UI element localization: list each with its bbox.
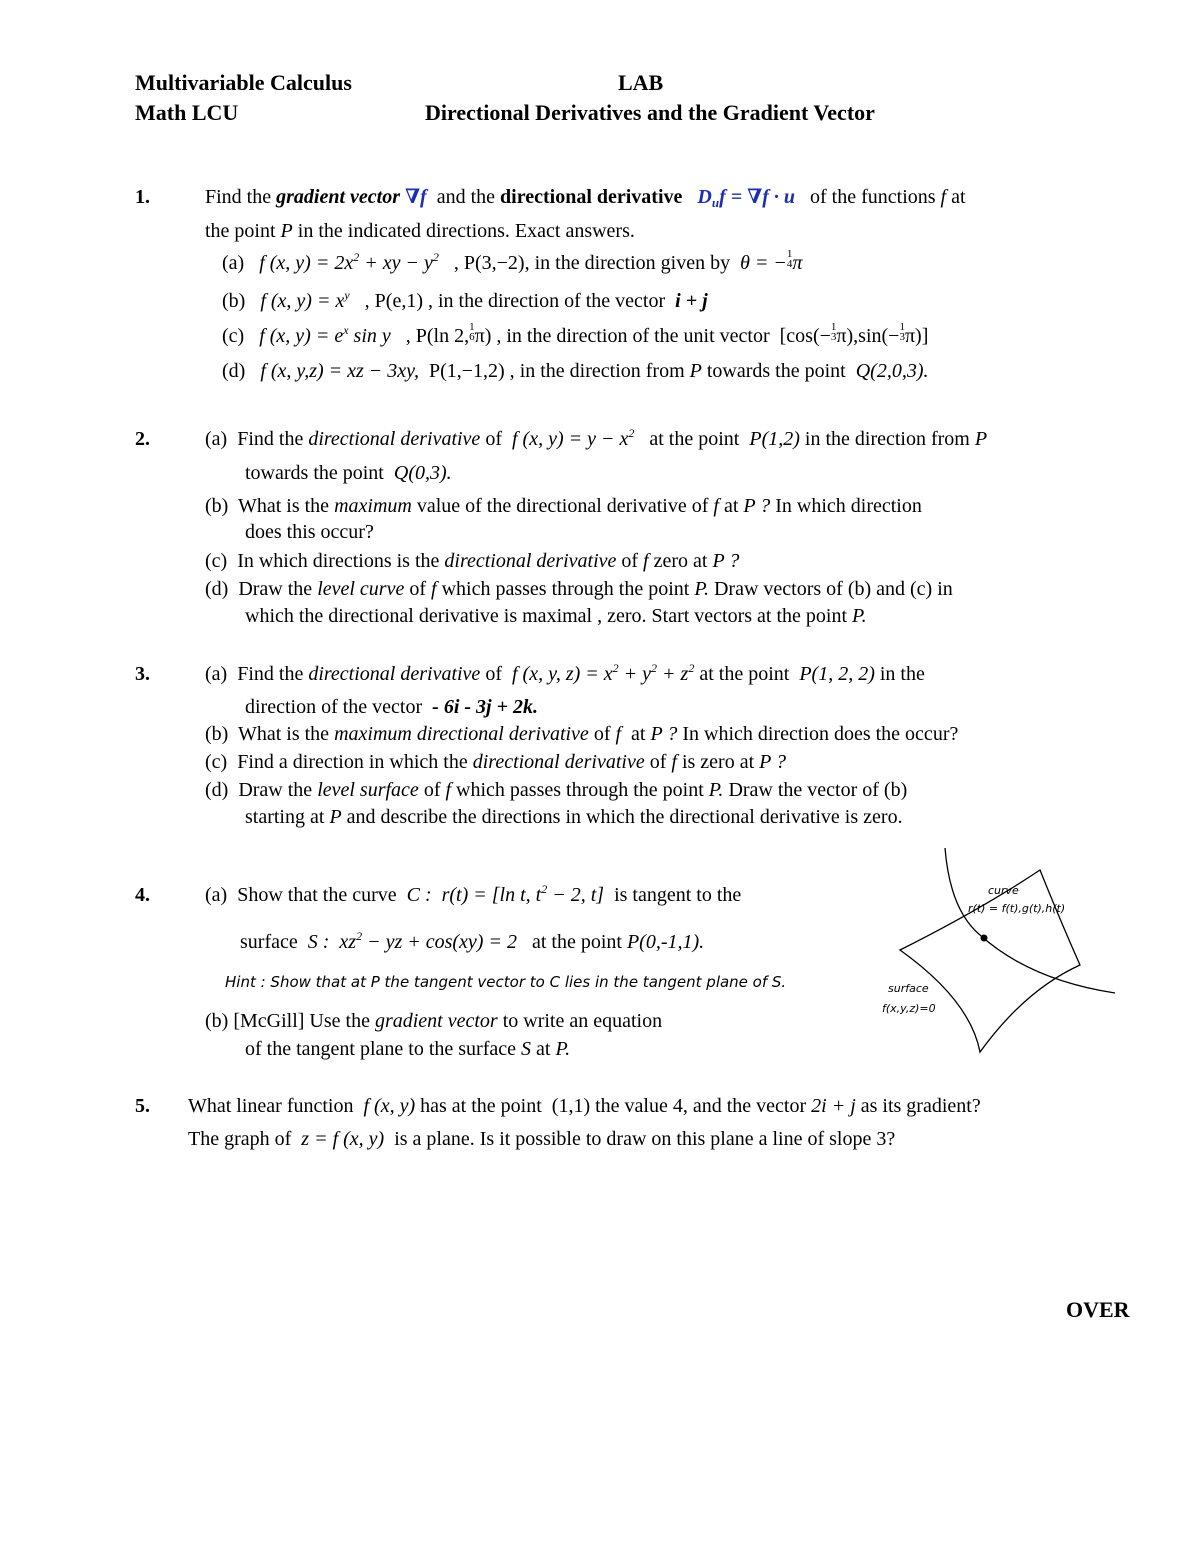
q5-line1: What linear function f (x, y) has at the point (1,1) the value 4, and the vector 2i + j as its gradient? [188, 1095, 981, 1117]
q5-number: 5. [135, 1095, 150, 1117]
q2-part-b-line2: does this occur? [245, 521, 374, 543]
q1-part-d: (d) f (x, y,z) = xz − 3xy, P(1,−1,2) , in the direction from P towards the point Q(2,0,3). [222, 360, 929, 382]
space-curve [945, 848, 1115, 993]
point-P-marker [981, 935, 988, 942]
q3-part-b: (b) What is the maximum directional derivative of f at P ? In which direction does the occur? [205, 723, 959, 745]
q2-part-c: (c) In which directions is the directional derivative of f zero at P ? [205, 550, 740, 572]
course-title: Multivariable Calculus [135, 70, 352, 95]
q1-line2: the point P in the indicated directions. Exact answers. [205, 220, 635, 242]
q2-number: 2. [135, 428, 150, 450]
fig-eq-label: f(x,y,z)=0 [882, 1002, 936, 1015]
q3-part-d-line2: starting at P and describe the directions in which the directional derivative is zero. [245, 806, 903, 828]
q1-part-c: (c) f (x, $y) = e^x$ sin y , P(ln 2,1 6π) , in the direction of the unit vector [cos(−1 3π),sin(−1 3π)] [222, 321, 929, 347]
dept-label: Math LCU [135, 100, 239, 125]
q4-part-a-line2: surface S : $xz^2$ − yz + cos(xy) = 2 at the point P(0,-1,1). [240, 929, 705, 953]
surface-patch [900, 870, 1080, 1052]
q2-part-b-line1: (b) What is the maximum value of the directional derivative of f at P ? In which direction [205, 495, 922, 517]
q3-number: 3. [135, 663, 150, 685]
lab-label: LAB [618, 70, 664, 95]
q3-part-a-line2: direction of the vector - 6i - 3j + 2k. [245, 696, 538, 718]
q5-line2: The graph of z = f (x, y) is a plane. Is it possible to draw on this plane a line of slope 3? [188, 1128, 896, 1150]
q4-part-a-line1: (a) Show that the curve C : r(t) = [ln t, $t^2 - 2$, t] is tangent to the [205, 882, 742, 906]
q2-part-a-line1: (a) Find the directional derivative of f (x, $y) = y - x^2$ at the point P(1,2) in the direction from P [205, 426, 988, 450]
q2-part-a-line2: towards the point Q(0,3). [245, 462, 452, 484]
q3-part-c: (c) Find a direction in which the directional derivative of f is zero at P ? [205, 751, 786, 773]
q4-hint: Hint : Show that at P the tangent vector to C lies in the tangent plane of S. [225, 973, 787, 991]
over-label: OVER [1066, 1297, 1130, 1322]
q1-number: 1. [135, 186, 150, 208]
fig-surface-label: surface [888, 982, 929, 995]
fig-curve-label: curve [988, 884, 1019, 897]
q4-number: 4. [135, 884, 150, 906]
q2-part-d-line2: which the directional derivative is maximal , zero. Start vectors at the point P. [245, 605, 867, 627]
q4-part-b-line2: of the tangent plane to the surface S at P. [245, 1038, 571, 1060]
surface-curve-figure [860, 840, 1130, 1060]
topic-title: Directional Derivatives and the Gradient Vector [425, 100, 875, 125]
q1-line1: Find the gradient vector ∇f and the directional derivative $D_uf = \nabla f \cdot u$ of the functions f at [205, 186, 966, 210]
q3-part-d-line1: (d) Draw the level surface of f which passes through the point P. Draw the vector of (b) [205, 779, 908, 801]
fig-r-label: r(t) = f(t),g(t),h(t) [968, 902, 1066, 915]
q1-part-a: (a) f (x, $y) = 2x^2$ + xy − $y^2$ , P(3,−2), in the direction given by θ = −1 4π [222, 248, 803, 274]
q3-part-a-line1: (a) Find the directional derivative of f (x, y, $z) = x^2 + y^2 + z^2$ at the point P(1, 2, 2) in the [205, 661, 925, 685]
q2-part-d-line1: (d) Draw the level curve of f which passes through the point P. Draw vectors of (b) and (c) in [205, 578, 953, 600]
q4-part-b-line1: (b) [McGill] Use the gradient vector to write an equation [205, 1010, 663, 1032]
q1-part-b: (b) f (x, $y) = x^y$ , P(e,1) , in the direction of the vector i + j [222, 288, 708, 312]
